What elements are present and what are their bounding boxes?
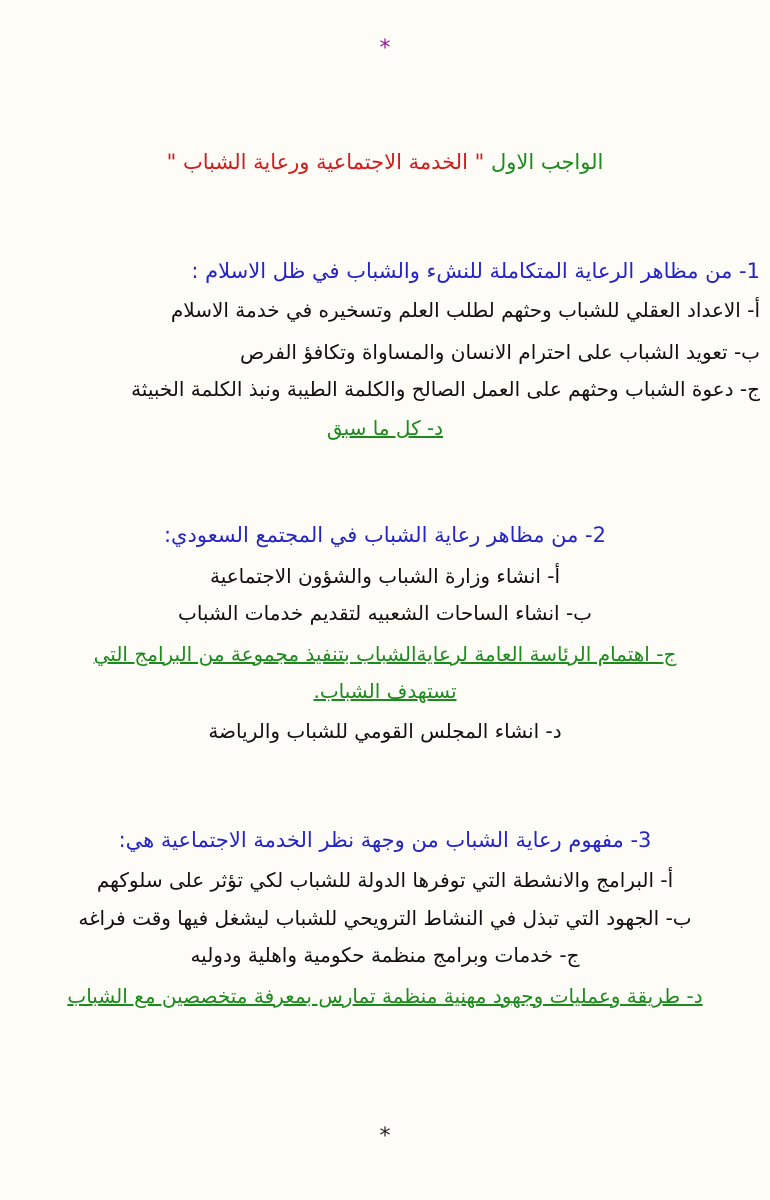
title-assignment-label: الواجب الاول bbox=[490, 150, 604, 174]
question-3: 3- مفهوم رعاية الشباب من وجهة نظر الخدمة الاجتماعية هي: bbox=[118, 828, 652, 852]
q3-correct-answer: د- طريقة وعمليات وجهود مهنية منظمة تمارس بمعرفة متخصصين مع الشباب bbox=[67, 984, 703, 1008]
q3-option-c: ج- خدمات وبرامج منظمة حكومية واهلية ودوليه bbox=[190, 943, 580, 967]
q3-option-b: ب- الجهود التي تبذل في النشاط الترويحي للشباب ليشغل فيها وقت فراغه bbox=[78, 906, 692, 930]
decorative-star-bottom: * bbox=[379, 1124, 391, 1149]
q2-option-a: أ- انشاء وزارة الشباب والشؤون الاجتماعية bbox=[209, 564, 561, 588]
q2-option-b: ب- انشاء الساحات الشعبيه لتقديم خدمات الشباب bbox=[177, 601, 593, 625]
q1-option-b: ب- تعويد الشباب على احترام الانسان والمساواة وتكافؤ الفرص bbox=[239, 340, 760, 364]
q1-option-a: أ- الاعداد العقلي للشباب وحثهم لطلب العلم وتسخيره في خدمة الاسلام bbox=[170, 298, 760, 322]
q2-option-d: د- انشاء المجلس القومي للشباب والرياضة bbox=[208, 719, 562, 743]
page-title bbox=[0, 146, 770, 178]
q3-option-a: أ- البرامج والانشطة التي توفرها الدولة للشباب لكي تؤثر على سلوكهم bbox=[96, 868, 674, 892]
title-course-name: " الخدمة الاجتماعية ورعاية الشباب " bbox=[166, 150, 485, 174]
decorative-star-top: * bbox=[379, 36, 391, 61]
question-1: 1- من مظاهر الرعاية المتكاملة للنشء والشباب في ظل الاسلام : bbox=[191, 259, 760, 283]
question-2: 2- من مظاهر رعاية الشباب في المجتمع السعودي: bbox=[163, 523, 607, 547]
q1-correct-answer: د- كل ما سبق bbox=[326, 416, 444, 440]
q2-correct-answer-line-1: ج- اهتمام الرئاسة العامة لرعايةالشباب بتنفيذ مجموعة من البرامج التي bbox=[93, 642, 677, 666]
q1-option-c: ج- دعوة الشباب وحثهم على العمل الصالح والكلمة الطيبة ونبذ الكلمة الخبيثة bbox=[131, 377, 760, 401]
q2-correct-answer-line-2: تستهدف الشباب. bbox=[313, 679, 457, 703]
